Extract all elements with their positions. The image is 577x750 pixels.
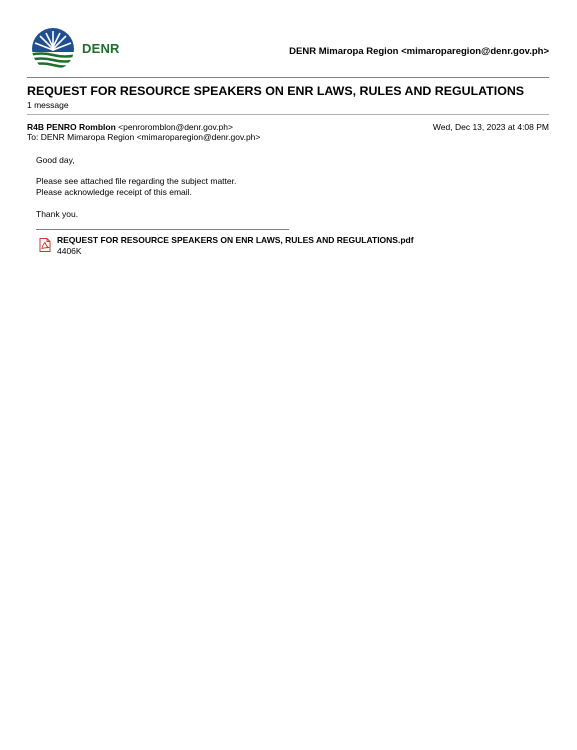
sender-line <box>27 122 233 132</box>
header-divider <box>27 77 549 78</box>
body-line-2: Please acknowledge receipt of this email. <box>36 187 192 197</box>
brand-name: DENR <box>82 41 120 56</box>
attachment-size: 4406K <box>57 246 82 256</box>
sender-email: <penroromblon@denr.gov.ph> <box>118 122 233 132</box>
thread-subject: REQUEST FOR RESOURCE SPEAKERS ON ENR LAWS, RULES AND REGULATIONS <box>27 84 525 98</box>
recipient-line: To: DENR Mimaropa Region <mimaroparegion@denr.gov.ph> <box>27 132 261 142</box>
body-closing: Thank you. <box>36 209 79 219</box>
attachment-link[interactable]: REQUEST FOR RESOURCE SPEAKERS ON ENR LAWS, RULES AND REGULATIONS.pdf <box>57 235 414 245</box>
message-date: Wed, Dec 13, 2023 at 4:08 PM <box>432 122 549 132</box>
body-line-1: Please see attached file regarding the subject matter. <box>36 176 237 186</box>
pdf-file-icon <box>38 238 52 252</box>
denr-logo <box>27 27 79 71</box>
body-greeting: Good day, <box>36 155 75 165</box>
sender-name: R4B PENRO Romblon <box>27 122 116 132</box>
thread-divider <box>27 114 549 115</box>
account-label: DENR Mimaropa Region <mimaroparegion@denr.gov.ph> <box>289 46 549 57</box>
message-count: 1 message <box>27 100 69 110</box>
attachment-divider <box>36 229 289 230</box>
